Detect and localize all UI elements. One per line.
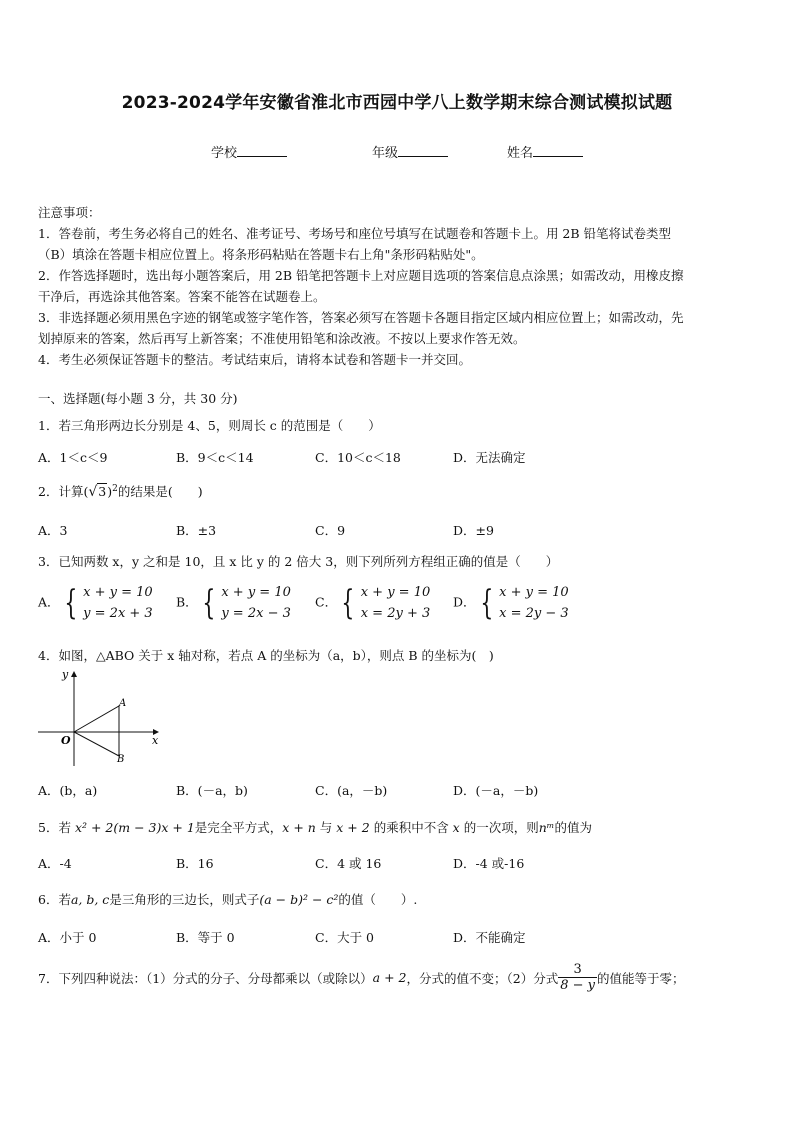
note-line: （B）填涂在答题卡相应位置上。将条形码粘贴在答题卡右上角"条形码粘贴处"。 (38, 247, 484, 262)
origin-label: O (61, 734, 71, 747)
q4-option-d[interactable]: D．(－a，－b) (453, 783, 539, 798)
q2-option-a[interactable]: A．3 (38, 523, 68, 538)
note-line: 4．考生必须保证答题卡的整洁。考试结束后，请将本试卷和答题卡一并交回。 (38, 352, 471, 367)
school-label: 学校 (211, 146, 238, 161)
q5-text: 的值为 (554, 820, 592, 835)
q5-text: 5．若 (38, 820, 75, 835)
grade-label: 年级 (372, 146, 399, 161)
q1-option-c[interactable]: C．10＜c＜18 (315, 450, 401, 465)
q5-option-b[interactable]: B．16 (176, 856, 214, 871)
note-line: 划掉原来的答案，然后再写上新答案；不准使用铅笔和涂改液。不按以上要求作答无效。 (38, 331, 526, 346)
q3-option-d-label: D． (453, 594, 476, 610)
q7-fraction (558, 962, 597, 993)
q1-option-b[interactable]: B．9＜c＜14 (176, 450, 254, 465)
q5-text: 与 (315, 820, 337, 835)
q5-text: 的一次项，则 (459, 820, 539, 835)
q4-option-c[interactable]: C．(a，－b) (315, 783, 388, 798)
q7-expression: a + 2 (372, 970, 407, 985)
q5-text: 的乘积中不含 (369, 820, 453, 835)
q5-expression: nᵐ (538, 820, 555, 835)
note-line: 干净后，再选涂其他答案。答案不能答在试题卷上。 (38, 289, 326, 304)
q7-text: 7．下列四种说法：（1）分式的分子、分母都乘以（或除以） (38, 970, 373, 986)
q2-expression: $(√3)^2$ (83, 483, 118, 500)
equation: x = 2y − 3 (499, 606, 569, 621)
q2-option-c[interactable]: C．9 (315, 523, 346, 538)
equation: y = 2x + 3 (83, 606, 153, 621)
q3-option-d[interactable] (453, 582, 569, 624)
q3-option-b-label: B． (176, 594, 198, 610)
q6-expression: a, b, c (70, 892, 110, 907)
school-blank[interactable] (237, 144, 287, 157)
equation: x + y = 10 (360, 585, 431, 600)
page-title: 2023-2024学年安徽省淮北市西园中学八上数学期末综合测试模拟试题 (121, 93, 673, 113)
question-7 (38, 962, 685, 993)
equation: x + y = 10 (499, 585, 569, 600)
q3-option-c[interactable] (315, 582, 430, 624)
q3-option-c-label: C． (315, 594, 338, 610)
grade-field[interactable] (372, 142, 448, 161)
note-line: 1．答卷前，考生务必将自己的姓名、准考证号、考场号和座位号填写在试题卷和答题卡上。用 2B 铅笔将试卷类型 (38, 226, 672, 241)
triangle-abo (74, 706, 119, 756)
q1-option-d[interactable]: D．无法确定 (453, 450, 526, 465)
q5-option-a[interactable]: A．-4 (38, 856, 72, 871)
q1-option-a[interactable]: A．1＜c＜9 (38, 450, 108, 465)
notes-header: 注意事项： (38, 205, 101, 220)
q6-text: 6．若 (38, 892, 71, 907)
name-label: 姓名 (507, 146, 534, 161)
q7-text: ，分式的值不变；（2）分式 (406, 970, 559, 986)
question-3: 3．已知两数 x，y 之和是 10，且 x 比 y 的 2 倍大 3，则下列所列方程组正确的值是（ ） (38, 554, 559, 569)
q6-expression: (a − b)² − c² (259, 892, 339, 907)
q4-option-b[interactable]: B．(－a，b) (176, 783, 248, 798)
point-b-label: B (117, 754, 125, 765)
q6-option-a[interactable]: A．小于 0 (38, 930, 97, 945)
question-5 (38, 818, 592, 836)
note-line: 3．非选择题必须用黑色字迹的钢笔或签字笔作答，答案必须写在答题卡各题目指定区域内相应位置上；如需改动，先 (38, 310, 684, 325)
q7-text: 的值能等于零； (597, 970, 685, 986)
equation-system: { x + y = 10 x = 2y + 3 (341, 583, 431, 623)
x-axis-label: x (152, 734, 159, 747)
question-6 (38, 890, 417, 908)
q2-radicand: 3 (98, 484, 107, 499)
q5-option-d[interactable]: D．-4 或-16 (453, 856, 525, 871)
q6-option-b[interactable]: B．等于 0 (176, 930, 235, 945)
q5-expression: x (452, 820, 460, 835)
school-field[interactable] (211, 142, 287, 161)
question-1: 1．若三角形两边长分别是 4、5，则周长 c 的范围是（ ） (38, 418, 381, 433)
equation-system: { x + y = 10 y = 2x − 3 (202, 583, 291, 623)
q2-option-d[interactable]: D．±9 (453, 523, 494, 538)
q6-text: 的值（ ）. (338, 892, 418, 907)
q4-figure (36, 666, 166, 770)
q5-text: 是完全平方式， (194, 820, 283, 835)
q2-prefix: 2．计算 (38, 484, 84, 499)
equation: x + y = 10 (83, 585, 153, 600)
note-line: 2．作答选择题时，选出每小题答案后，用 2B 铅笔把答题卡上对应题目选项的答案信息点涂黑；如需改动，用橡皮擦 (38, 268, 684, 283)
q5-option-c[interactable]: C．4 或 16 (315, 856, 382, 871)
equation-system: { x + y = 10 x = 2y − 3 (479, 583, 569, 623)
fraction-numerator: 3 (573, 962, 582, 977)
q2-exponent: 2 (112, 483, 118, 494)
q5-expression: x + 2 (336, 820, 370, 835)
name-field[interactable] (507, 142, 583, 161)
q2-suffix: 的结果是( ) (117, 484, 203, 499)
fraction-denominator: 8 − y (560, 978, 595, 993)
equation: y = 2x − 3 (221, 606, 291, 621)
q3-option-a[interactable] (38, 582, 153, 624)
equation: x = 2y + 3 (360, 606, 431, 621)
question-4: 4．如图，△ABO 关于 x 轴对称，若点 A 的坐标为（a，b），则点 B 的坐标为( ) (38, 648, 494, 663)
q6-text: 是三角形的三边长，则式子 (109, 892, 260, 907)
q6-option-d[interactable]: D．不能确定 (453, 930, 526, 945)
q2-option-b[interactable]: B．±3 (176, 523, 217, 538)
equation: x + y = 10 (221, 585, 291, 600)
equation-system: { x + y = 10 y = 2x + 3 (63, 583, 153, 623)
grade-blank[interactable] (398, 144, 448, 157)
y-axis-label: y (62, 668, 69, 681)
point-a-label: A (119, 698, 127, 709)
q6-option-c[interactable]: C．大于 0 (315, 930, 374, 945)
name-blank[interactable] (533, 144, 583, 157)
q3-option-a-label: A． (38, 594, 60, 610)
section-heading: 一、选择题(每小题 3 分，共 30 分) (38, 391, 238, 406)
q5-expression: x² + 2(m − 3)x + 1 (74, 820, 195, 835)
q4-option-a[interactable]: A．(b，a) (38, 783, 98, 798)
question-2 (38, 482, 203, 500)
q5-expression: x + n (282, 820, 316, 835)
q3-option-b[interactable] (176, 582, 291, 624)
